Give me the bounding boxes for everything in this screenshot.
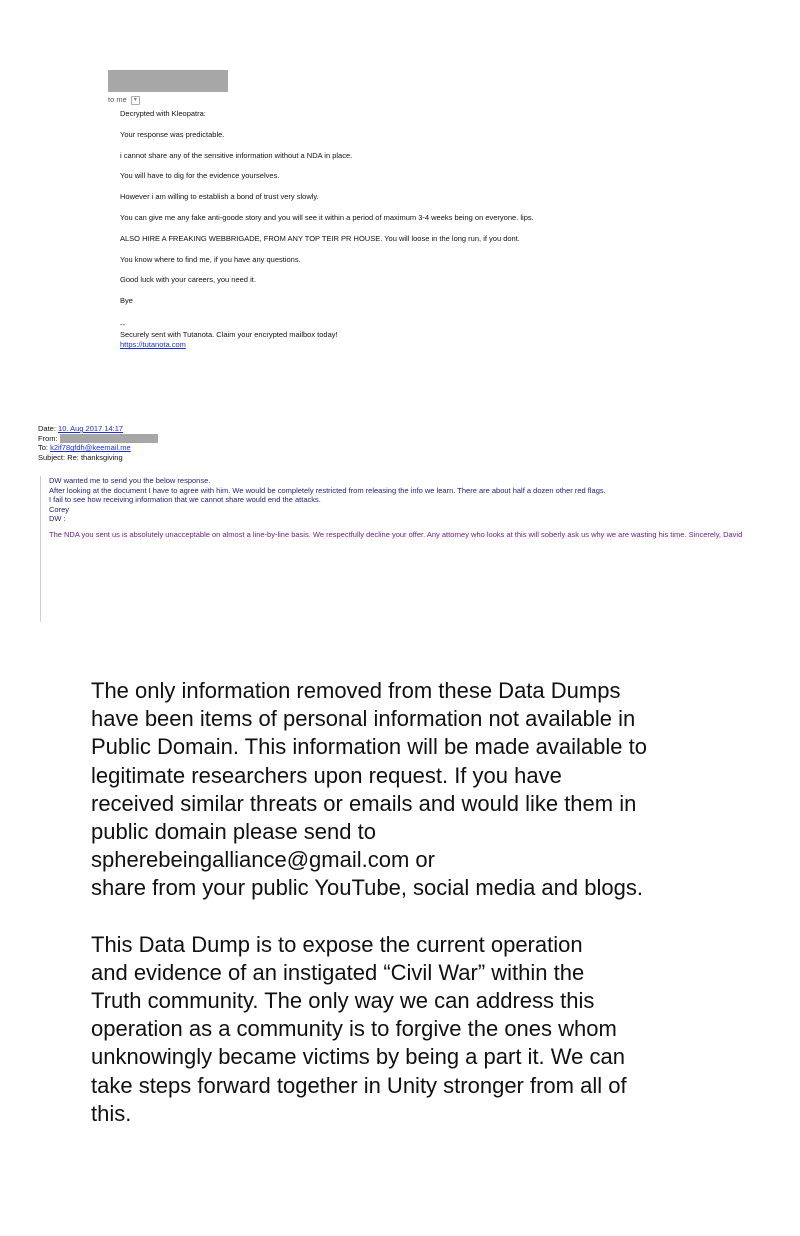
subject-value: Re: thanksgiving (67, 452, 123, 462)
quoted-nda-reply: The NDA you sent us is absolutely unacceptable on almost a line-by-line basis. We respectfully decline your offer. Any attorney who looks at this will soberly ask us why we are wasting his time. Sincerely, David (49, 529, 743, 539)
body-line: You can give me any fake anti-goode story and you will see it within a period of maximum 3-4 weeks being on everyone. lips. (120, 212, 534, 222)
to-address-link[interactable]: k2if78gfdh@keemail.me (50, 443, 131, 453)
signature-separator: -- (120, 320, 125, 330)
recipient-label: to me (108, 95, 127, 104)
statement-line: and evidence of an instigated “Civil War” within the (91, 959, 585, 985)
tutanota-link[interactable]: https://tutanota.com (120, 340, 186, 350)
redacted-from (60, 434, 158, 443)
body-line: You know where to find me, if you have any questions. (120, 254, 301, 264)
email-signature (120, 320, 788, 350)
date-value[interactable]: 10. Aug 2017 14:17 (58, 424, 124, 433)
body-line: You will have to dig for the evidence yourselves. (120, 171, 280, 181)
to-label: To: (38, 443, 49, 453)
body-line: Your response was predictable. (120, 129, 225, 139)
statement-line: this. (91, 1100, 132, 1126)
quote-line: DW wanted me to send you the below response. (49, 476, 211, 486)
subject-label: Subject: (38, 452, 66, 462)
statement-line: public domain please send to (91, 819, 376, 845)
quoted-email (38, 424, 778, 622)
statement-paragraph-2 (91, 931, 741, 1128)
from-label: From: (38, 433, 58, 443)
quote-line: After looking at the document I have to agree with him. We would be completely restricted from releasing the info we learn. There are about half a dozen other red flags. (49, 485, 606, 495)
body-line: Good luck with your careers, you need it. (120, 275, 256, 285)
data-dump-statement (91, 677, 741, 1128)
statement-line: unknowingly became victims by being a part it. We can (91, 1044, 625, 1070)
recipient-details-dropdown-icon[interactable]: ▾ (131, 96, 140, 105)
date-label: Date: (38, 424, 56, 433)
redacted-sender (108, 70, 228, 92)
statement-paragraph-1 (91, 677, 741, 903)
signature-text: Securely sent with Tutanota. Claim your encrypted mailbox today! (120, 330, 338, 340)
subject-row (38, 453, 778, 463)
email-body (120, 109, 788, 306)
statement-line: This Data Dump is to expose the current operation (91, 931, 583, 957)
statement-line: Public Domain. This information will be made available to (91, 734, 647, 760)
body-line: i cannot share any of the sensitive information without a NDA in place. (120, 150, 353, 160)
statement-line: take steps forward together in Unity stronger from all of (91, 1072, 627, 1098)
quote-line: I fail to see how receiving information that we cannot share would end the attacks. (49, 495, 321, 505)
statement-line: The only information removed from these Data Dumps (91, 678, 621, 703)
contact-email: spherebeingalliance@gmail.com or (91, 847, 435, 873)
from-row (38, 434, 778, 444)
recipient-row (108, 95, 788, 105)
body-line: However i am willing to establish a bond of trust very slowly. (120, 192, 319, 202)
quote-line: DW : (49, 514, 66, 524)
date-row (38, 424, 778, 434)
decrypted-email (108, 70, 788, 350)
statement-line: operation as a community is to forgive the ones whom (91, 1016, 617, 1042)
quoted-reply-block (40, 476, 778, 622)
statement-line: received similar threats or emails and would like them in (91, 790, 637, 816)
statement-line: Truth community. The only way we can address this (91, 988, 595, 1014)
statement-line: legitimate researchers upon request. If you have (91, 762, 562, 788)
body-line: ALSO HIRE A FREAKING WEBBRIGADE, FROM ANY TOP TEIR PR HOUSE. You will loose in the long run, if you dont. (120, 233, 520, 243)
statement-line: share from your public YouTube, social media and blogs. (91, 875, 643, 901)
to-row (38, 443, 778, 453)
body-line: Bye (120, 296, 133, 306)
quote-line: Corey (49, 504, 70, 514)
statement-line: have been items of personal information not available in (91, 706, 636, 732)
body-line: Decrypted with Kleopatra: (120, 109, 206, 118)
